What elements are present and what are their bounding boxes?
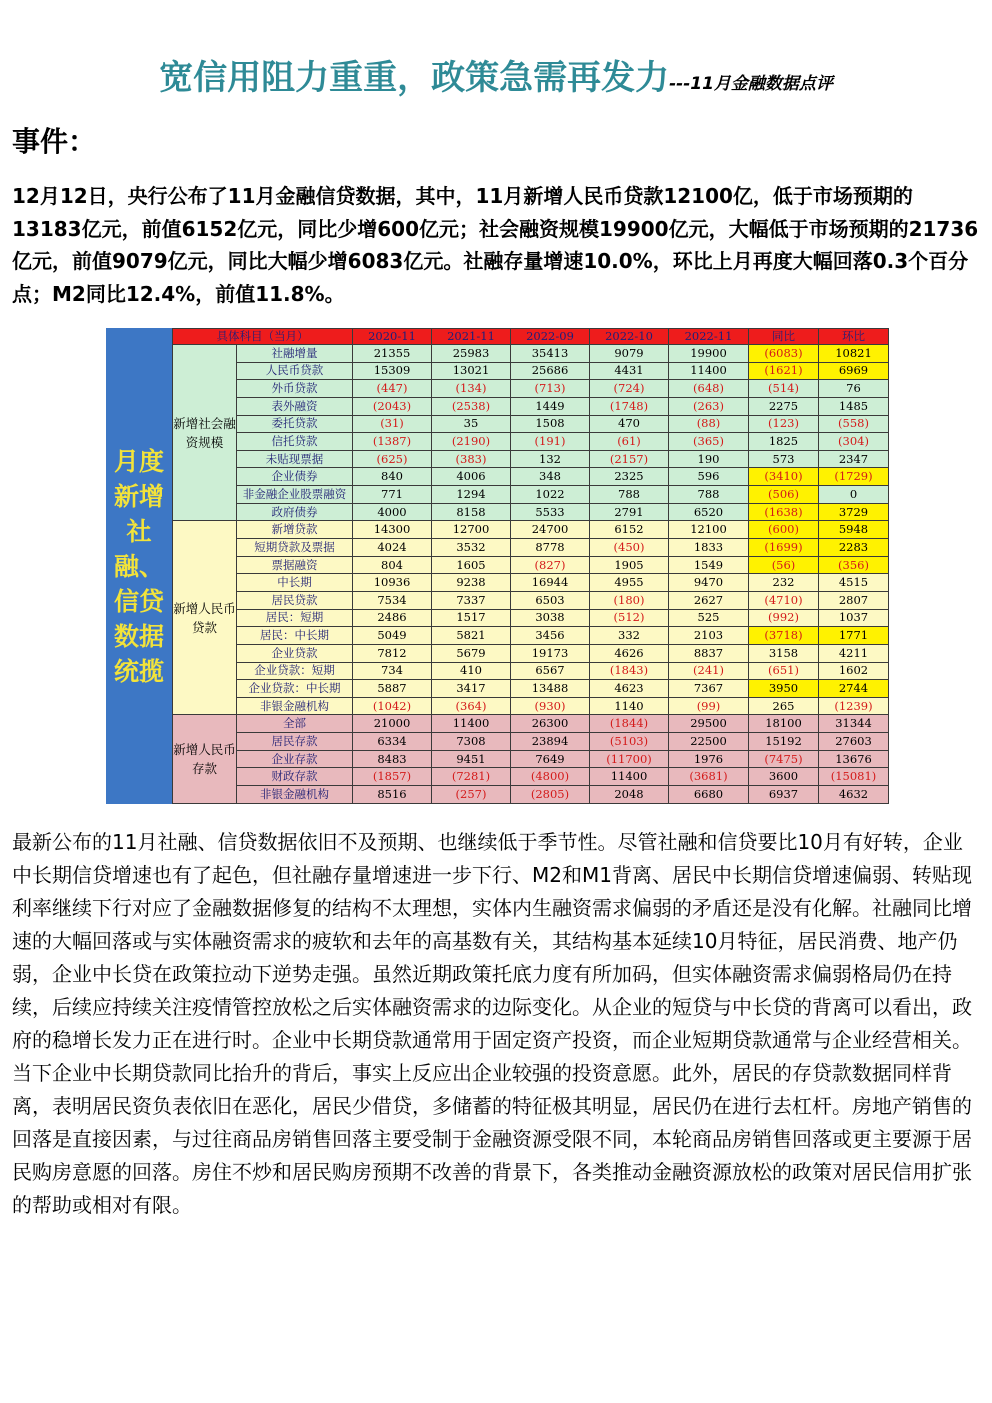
value-cell: 10936 xyxy=(353,574,432,592)
value-cell: (134) xyxy=(432,380,511,398)
item-label: 财政存款 xyxy=(237,768,353,786)
table-row xyxy=(173,609,889,627)
value-cell: (304) xyxy=(819,433,889,451)
value-cell: 13021 xyxy=(432,362,511,380)
value-cell: (512) xyxy=(590,609,669,627)
value-cell: 8483 xyxy=(353,750,432,768)
value-cell: (4800) xyxy=(511,768,590,786)
item-label: 非银金融机构 xyxy=(237,786,353,804)
value-cell: 25686 xyxy=(511,362,590,380)
value-cell: 19173 xyxy=(511,644,590,662)
value-cell: 4211 xyxy=(819,644,889,662)
value-cell: 348 xyxy=(511,468,590,486)
item-label: 企业贷款 xyxy=(237,644,353,662)
value-cell: 2275 xyxy=(749,397,819,415)
item-label: 非金融企业股票融资 xyxy=(237,486,353,504)
value-cell: 12100 xyxy=(669,521,749,539)
value-cell: 6503 xyxy=(511,591,590,609)
value-cell: 7337 xyxy=(432,591,511,609)
value-cell: 470 xyxy=(590,415,669,433)
value-cell: (3410) xyxy=(749,468,819,486)
group-label: 新增社会融资规模 xyxy=(173,345,237,521)
value-cell: 1905 xyxy=(590,556,669,574)
table-row xyxy=(173,450,889,468)
header-cell: 2022-09 xyxy=(511,329,590,345)
value-cell: 2486 xyxy=(353,609,432,627)
value-cell: 4006 xyxy=(432,468,511,486)
value-cell: (1239) xyxy=(819,697,889,715)
value-cell: 232 xyxy=(749,574,819,592)
value-cell: 2347 xyxy=(819,450,889,468)
value-cell: (3681) xyxy=(669,768,749,786)
value-cell: 6152 xyxy=(590,521,669,539)
item-label: 全部 xyxy=(237,715,353,733)
value-cell: 4955 xyxy=(590,574,669,592)
value-cell: 4024 xyxy=(353,539,432,557)
value-cell: 1517 xyxy=(432,609,511,627)
value-cell: (180) xyxy=(590,591,669,609)
value-cell: 4626 xyxy=(590,644,669,662)
table-row xyxy=(173,362,889,380)
analysis-paragraph: 最新公布的11月社融、信贷数据依旧不及预期、也继续低于季节性。尽管社融和信贷要比10月有好转，企业中长期信贷增速也有了起色，但社融存量增速进一步下行、M2和M1背离、居民中长期信贷增速偏弱、转贴现利率继续下行对应了金融数据修复的结构不太理想，实体内生融资需求偏弱的矛盾还是没有化解。社融同比增速的大幅回落或与实体融资需求的疲软和去年的高基数有关，其结构基本延续10月特征，居民消费、地产仍弱，企业中长贷在政策拉动下逆势走强。虽然近期政策托底力度有所加码，但实体融资需求偏弱格局仍在持续，后续应持续关注疫情管控放松之后实体融资需求的边际变化。从企业的短贷与中长贷的背离可以看出，政府的稳增长发力正在进行时。企业中长期贷款通常用于固定资产投资，而企业短期贷款通常与企业经营相关。当下企业中长期贷款同比抬升的背后，事实上反应出企业较强的投资意愿。此外，居民的存贷款数据同样背离，表明居民资负表依旧在恶化，居民少借贷，多储蓄的特征极其明显，居民仍在进行去杠杆。房地产销售的回落是直接因素，与过往商品房销售回落主要受制于金融资源受限不同，本轮商品房销售回落或更主要源于居民购房意愿的回落。房住不炒和居民购房预期不改善的背景下，各类推动金融资源放松的政策对居民信用扩张的帮助或相对有限。 xyxy=(12,830,972,1217)
event-heading: 事件： xyxy=(12,125,97,158)
value-cell: (2805) xyxy=(511,786,590,804)
value-cell: 2283 xyxy=(819,539,889,557)
value-cell: 2627 xyxy=(669,591,749,609)
value-cell: (1857) xyxy=(353,768,432,786)
value-cell: (2157) xyxy=(590,450,669,468)
value-cell: 15192 xyxy=(749,733,819,751)
table-row xyxy=(173,556,889,574)
value-cell: 132 xyxy=(511,450,590,468)
value-cell: (1843) xyxy=(590,662,669,680)
table-row xyxy=(173,415,889,433)
value-cell: 11400 xyxy=(432,715,511,733)
table-row xyxy=(173,697,889,715)
value-cell: 4431 xyxy=(590,362,669,380)
value-cell: 3158 xyxy=(749,644,819,662)
table-row xyxy=(173,786,889,804)
value-cell: (1042) xyxy=(353,697,432,715)
item-label: 企业债券 xyxy=(237,468,353,486)
group-label: 新增人民币贷款 xyxy=(173,521,237,715)
value-cell: (1699) xyxy=(749,539,819,557)
header-cell: 2022-11 xyxy=(669,329,749,345)
value-cell: 6680 xyxy=(669,786,749,804)
value-cell: 1825 xyxy=(749,433,819,451)
table-row xyxy=(173,345,889,363)
value-cell: 1602 xyxy=(819,662,889,680)
value-cell: 788 xyxy=(669,486,749,504)
value-cell: 7367 xyxy=(669,680,749,698)
value-cell: 573 xyxy=(749,450,819,468)
value-cell: 9238 xyxy=(432,574,511,592)
value-cell: 2103 xyxy=(669,627,749,645)
item-label: 企业贷款：短期 xyxy=(237,662,353,680)
value-cell: 8158 xyxy=(432,503,511,521)
value-cell: (383) xyxy=(432,450,511,468)
table-body xyxy=(173,345,889,804)
figure-side-label: 月度新增社融、信贷数据统揽 xyxy=(106,328,172,804)
value-cell: 19900 xyxy=(669,345,749,363)
value-cell: 5679 xyxy=(432,644,511,662)
value-cell: 6520 xyxy=(669,503,749,521)
table-row xyxy=(173,486,889,504)
value-cell: 8516 xyxy=(353,786,432,804)
value-cell: 6334 xyxy=(353,733,432,751)
value-cell: 2791 xyxy=(590,503,669,521)
value-cell: 3532 xyxy=(432,539,511,557)
value-cell: (61) xyxy=(590,433,669,451)
value-cell: 10821 xyxy=(819,345,889,363)
value-cell: 6937 xyxy=(749,786,819,804)
value-cell: (5103) xyxy=(590,733,669,751)
value-cell: (1748) xyxy=(590,397,669,415)
value-cell: 35413 xyxy=(511,345,590,363)
value-cell: 2744 xyxy=(819,680,889,698)
item-label: 非银金融机构 xyxy=(237,697,353,715)
value-cell: (4710) xyxy=(749,591,819,609)
value-cell: (191) xyxy=(511,433,590,451)
value-cell: 7308 xyxy=(432,733,511,751)
value-cell: (11700) xyxy=(590,750,669,768)
value-cell: 27603 xyxy=(819,733,889,751)
value-cell: (88) xyxy=(669,415,749,433)
value-cell: (99) xyxy=(669,697,749,715)
item-label: 企业贷款：中长期 xyxy=(237,680,353,698)
table-row xyxy=(173,733,889,751)
value-cell: 7534 xyxy=(353,591,432,609)
value-cell: (713) xyxy=(511,380,590,398)
table-row xyxy=(173,468,889,486)
value-cell: 1508 xyxy=(511,415,590,433)
item-label: 社融增量 xyxy=(237,345,353,363)
value-cell: 1549 xyxy=(669,556,749,574)
value-cell: 2807 xyxy=(819,591,889,609)
item-label: 委托贷款 xyxy=(237,415,353,433)
value-cell: 26300 xyxy=(511,715,590,733)
table-row xyxy=(173,397,889,415)
value-cell: (827) xyxy=(511,556,590,574)
value-cell: 31344 xyxy=(819,715,889,733)
value-cell: (450) xyxy=(590,539,669,557)
document-subtitle: ---11月金融数据点评 xyxy=(669,74,833,94)
value-cell: 9470 xyxy=(669,574,749,592)
value-cell: 734 xyxy=(353,662,432,680)
value-cell: 840 xyxy=(353,468,432,486)
item-label: 政府债券 xyxy=(237,503,353,521)
value-cell: 596 xyxy=(669,468,749,486)
value-cell: 9079 xyxy=(590,345,669,363)
header-cell: 环比 xyxy=(819,329,889,345)
value-cell: (506) xyxy=(749,486,819,504)
value-cell: 788 xyxy=(590,486,669,504)
value-cell: 332 xyxy=(590,627,669,645)
value-cell: 1485 xyxy=(819,397,889,415)
item-label: 居民存款 xyxy=(237,733,353,751)
value-cell: 4623 xyxy=(590,680,669,698)
value-cell: 0 xyxy=(819,486,889,504)
table-row xyxy=(173,539,889,557)
table-row xyxy=(173,768,889,786)
table-row xyxy=(173,715,889,733)
table-row xyxy=(173,680,889,698)
value-cell: 21355 xyxy=(353,345,432,363)
value-cell: 1976 xyxy=(669,750,749,768)
item-label: 居民：短期 xyxy=(237,609,353,627)
value-cell: 265 xyxy=(749,697,819,715)
value-cell: 1771 xyxy=(819,627,889,645)
value-cell: 5821 xyxy=(432,627,511,645)
document-title: 宽信用阻力重重，政策急需再发力 xyxy=(159,58,670,98)
value-cell: 3600 xyxy=(749,768,819,786)
item-label: 企业存款 xyxy=(237,750,353,768)
value-cell: (625) xyxy=(353,450,432,468)
value-cell: (364) xyxy=(432,697,511,715)
value-cell: 8778 xyxy=(511,539,590,557)
value-cell: 1022 xyxy=(511,486,590,504)
value-cell: (558) xyxy=(819,415,889,433)
table-row xyxy=(173,644,889,662)
value-cell: 18100 xyxy=(749,715,819,733)
table-row xyxy=(173,433,889,451)
value-cell: (1387) xyxy=(353,433,432,451)
value-cell: 13488 xyxy=(511,680,590,698)
value-cell: (31) xyxy=(353,415,432,433)
header-cell: 同比 xyxy=(749,329,819,345)
table-row xyxy=(173,503,889,521)
value-cell: 11400 xyxy=(669,362,749,380)
value-cell: 29500 xyxy=(669,715,749,733)
value-cell: 7649 xyxy=(511,750,590,768)
item-label: 短期贷款及票据 xyxy=(237,539,353,557)
value-cell: (1621) xyxy=(749,362,819,380)
value-cell: (992) xyxy=(749,609,819,627)
value-cell: 2325 xyxy=(590,468,669,486)
header-cell: 具体科目（当月） xyxy=(173,329,353,345)
item-label: 未贴现票据 xyxy=(237,450,353,468)
item-label: 表外融资 xyxy=(237,397,353,415)
financial-data-figure xyxy=(106,328,888,804)
value-cell: 4515 xyxy=(819,574,889,592)
header-cell: 2021-11 xyxy=(432,329,511,345)
value-cell: 21000 xyxy=(353,715,432,733)
value-cell: 190 xyxy=(669,450,749,468)
value-cell: 25983 xyxy=(432,345,511,363)
item-label: 信托贷款 xyxy=(237,433,353,451)
value-cell: 6969 xyxy=(819,362,889,380)
table-row xyxy=(173,380,889,398)
header-cell: 2022-10 xyxy=(590,329,669,345)
table-row xyxy=(173,574,889,592)
group-label: 新增人民币存款 xyxy=(173,715,237,804)
value-cell: (1638) xyxy=(749,503,819,521)
header-cell: 2020-11 xyxy=(353,329,432,345)
value-cell: 3729 xyxy=(819,503,889,521)
value-cell: 12700 xyxy=(432,521,511,539)
value-cell: (356) xyxy=(819,556,889,574)
value-cell: 7812 xyxy=(353,644,432,662)
item-label: 外币贷款 xyxy=(237,380,353,398)
value-cell: 1294 xyxy=(432,486,511,504)
value-cell: 4000 xyxy=(353,503,432,521)
table-row xyxy=(173,627,889,645)
value-cell: 13676 xyxy=(819,750,889,768)
value-cell: (1729) xyxy=(819,468,889,486)
value-cell: 5887 xyxy=(353,680,432,698)
value-cell: 1605 xyxy=(432,556,511,574)
value-cell: (365) xyxy=(669,433,749,451)
value-cell: 8837 xyxy=(669,644,749,662)
value-cell: (3718) xyxy=(749,627,819,645)
value-cell: 1449 xyxy=(511,397,590,415)
value-cell: (15081) xyxy=(819,768,889,786)
item-label: 居民贷款 xyxy=(237,591,353,609)
value-cell: 2048 xyxy=(590,786,669,804)
value-cell: 14300 xyxy=(353,521,432,539)
value-cell: (56) xyxy=(749,556,819,574)
value-cell: (930) xyxy=(511,697,590,715)
value-cell: 3417 xyxy=(432,680,511,698)
value-cell: 4632 xyxy=(819,786,889,804)
value-cell: 3950 xyxy=(749,680,819,698)
value-cell: 410 xyxy=(432,662,511,680)
value-cell: 525 xyxy=(669,609,749,627)
value-cell: (651) xyxy=(749,662,819,680)
value-cell: 22500 xyxy=(669,733,749,751)
item-label: 票据融资 xyxy=(237,556,353,574)
value-cell: (2043) xyxy=(353,397,432,415)
value-cell: 23894 xyxy=(511,733,590,751)
value-cell: 35 xyxy=(432,415,511,433)
value-cell: 76 xyxy=(819,380,889,398)
item-label: 人民币贷款 xyxy=(237,362,353,380)
document-title-block xyxy=(0,50,992,99)
value-cell: (2538) xyxy=(432,397,511,415)
value-cell: 15309 xyxy=(353,362,432,380)
value-cell: (2190) xyxy=(432,433,511,451)
value-cell: 5049 xyxy=(353,627,432,645)
value-cell: 3038 xyxy=(511,609,590,627)
value-cell: (600) xyxy=(749,521,819,539)
table-row xyxy=(173,750,889,768)
table-header-row xyxy=(173,329,889,345)
item-label: 中长期 xyxy=(237,574,353,592)
value-cell: (7281) xyxy=(432,768,511,786)
value-cell: 804 xyxy=(353,556,432,574)
table-row xyxy=(173,521,889,539)
value-cell: 1833 xyxy=(669,539,749,557)
value-cell: (257) xyxy=(432,786,511,804)
financial-data-table xyxy=(172,328,889,804)
value-cell: 1140 xyxy=(590,697,669,715)
event-summary: 12月12日，央行公布了11月金融信贷数据，其中，11月新增人民币贷款12100亿，低于市场预期的13183亿元，前值6152亿元，同比少增600亿元；社会融资规模19900亿元，大幅低于市场预期的21736亿元，前值9079亿元，同比大幅少增6083亿元。社融存量增速10.0%，环比上月再度大幅回落0.3个百分点；M2同比12.4%，前值11.8%。 xyxy=(12,184,979,306)
value-cell: 24700 xyxy=(511,521,590,539)
value-cell: 771 xyxy=(353,486,432,504)
value-cell: (7475) xyxy=(749,750,819,768)
item-label: 新增贷款 xyxy=(237,521,353,539)
value-cell: (648) xyxy=(669,380,749,398)
value-cell: (241) xyxy=(669,662,749,680)
value-cell: (123) xyxy=(749,415,819,433)
value-cell: (724) xyxy=(590,380,669,398)
table-row xyxy=(173,591,889,609)
value-cell: 16944 xyxy=(511,574,590,592)
value-cell: (1844) xyxy=(590,715,669,733)
value-cell: 3456 xyxy=(511,627,590,645)
value-cell: (447) xyxy=(353,380,432,398)
value-cell: 9451 xyxy=(432,750,511,768)
value-cell: 5533 xyxy=(511,503,590,521)
value-cell: 1037 xyxy=(819,609,889,627)
item-label: 居民：中长期 xyxy=(237,627,353,645)
value-cell: 6567 xyxy=(511,662,590,680)
value-cell: (263) xyxy=(669,397,749,415)
value-cell: 5948 xyxy=(819,521,889,539)
value-cell: (514) xyxy=(749,380,819,398)
value-cell: 11400 xyxy=(590,768,669,786)
value-cell: (6083) xyxy=(749,345,819,363)
table-row xyxy=(173,662,889,680)
